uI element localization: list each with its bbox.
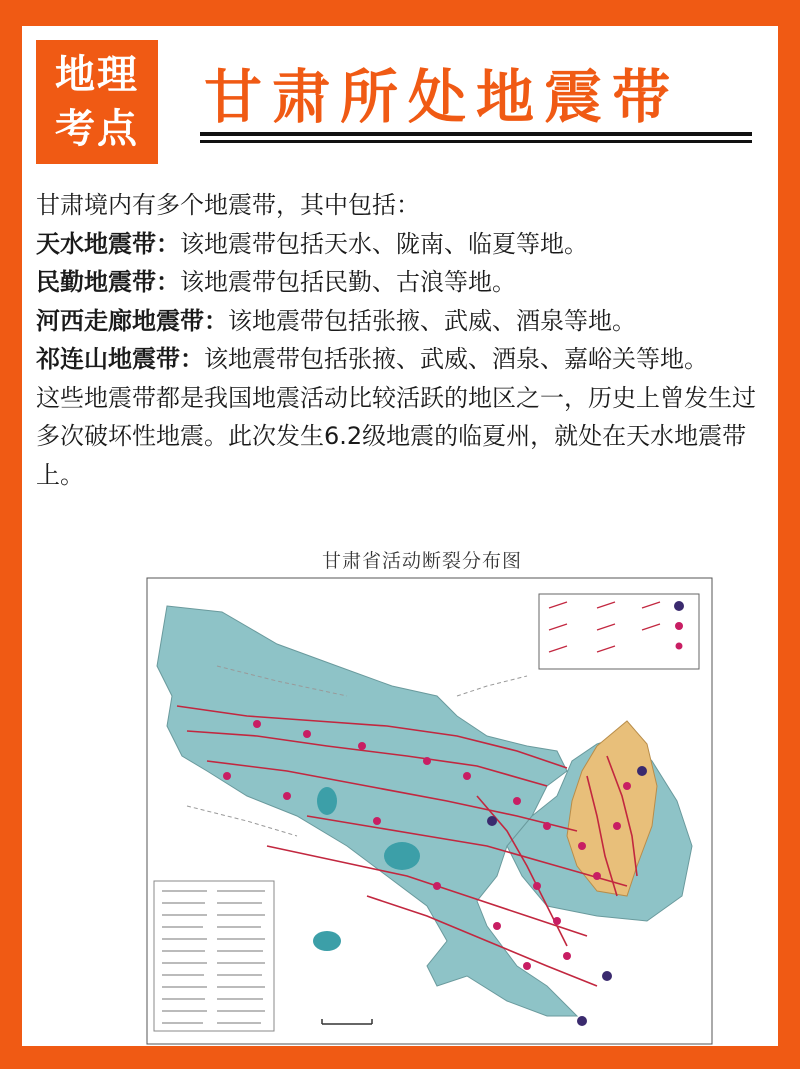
major-epicenter-dot <box>577 1016 587 1026</box>
epicenter-dot <box>533 882 541 890</box>
fault-map <box>127 546 717 1046</box>
epicenter-dot <box>463 772 471 780</box>
epicenter-dot <box>513 797 521 805</box>
epicenter-dot <box>493 922 501 930</box>
epicenter-dot <box>578 842 586 850</box>
page-title: 甘肃所处地震带 <box>204 63 681 131</box>
epicenter-dot <box>613 822 621 830</box>
title-divider <box>200 132 752 136</box>
epicenter-dot <box>283 792 291 800</box>
epicenter-dot <box>303 730 311 738</box>
zone-desc: 该地震带包括天水、陇南、临夏等地。 <box>180 229 588 258</box>
fault-list-box <box>154 881 274 1031</box>
zone-item <box>36 263 771 302</box>
epicenter-dot <box>423 757 431 765</box>
badge-line-2: 考点 <box>55 106 139 152</box>
zone-desc: 该地震带包括张掖、武威、酒泉等地。 <box>228 306 636 335</box>
topic-badge <box>36 40 158 164</box>
zone-desc: 该地震带包括张掖、武威、酒泉、嘉峪关等地。 <box>204 345 708 373</box>
zone-name: 民勤地震带： <box>36 268 180 296</box>
badge-line-1: 地理 <box>55 52 139 98</box>
lake <box>313 931 341 951</box>
title-divider-2 <box>200 140 752 143</box>
epicenter-dot <box>553 917 561 925</box>
major-epicenter-dot <box>637 766 647 776</box>
zone-name: 河西走廊地震带： <box>36 306 228 335</box>
map-graphic <box>127 546 717 1046</box>
epicenter-dot <box>623 782 631 790</box>
epicenter-dot <box>358 742 366 750</box>
major-epicenter-dot <box>602 971 612 981</box>
map-legend <box>539 594 699 669</box>
intro-text: 甘肃境内有多个地震带，其中包括： <box>36 191 420 219</box>
epicenter-dot <box>563 952 571 960</box>
article-body <box>36 186 771 494</box>
conclusion-text: 这些地震带都是我国地震活动比较活跃的地区之一，历史上曾发生过多次破坏性地震。此次发生6.2级地震的临夏州，就处在天水地震带上。 <box>36 383 756 489</box>
zone-item <box>36 340 771 379</box>
epicenter-dot <box>543 822 551 830</box>
epicenter-dot <box>593 872 601 880</box>
content-card <box>22 26 778 1046</box>
lake <box>384 842 420 870</box>
zone-name: 天水地震带： <box>36 229 180 258</box>
zone-item <box>36 302 771 341</box>
epicenter-dot <box>253 720 261 728</box>
epicenter-dot <box>523 962 531 970</box>
map-title: 甘肃省活动断裂分布图 <box>321 550 522 572</box>
lake <box>317 787 337 815</box>
zone-desc: 该地震带包括民勤、古浪等地。 <box>180 268 516 296</box>
epicenter-dot <box>223 772 231 780</box>
major-epicenter-dot <box>487 816 497 826</box>
epicenter-dot <box>433 882 441 890</box>
zone-name: 祁连山地震带： <box>36 345 204 373</box>
zone-item <box>36 225 771 264</box>
epicenter-dot <box>373 817 381 825</box>
